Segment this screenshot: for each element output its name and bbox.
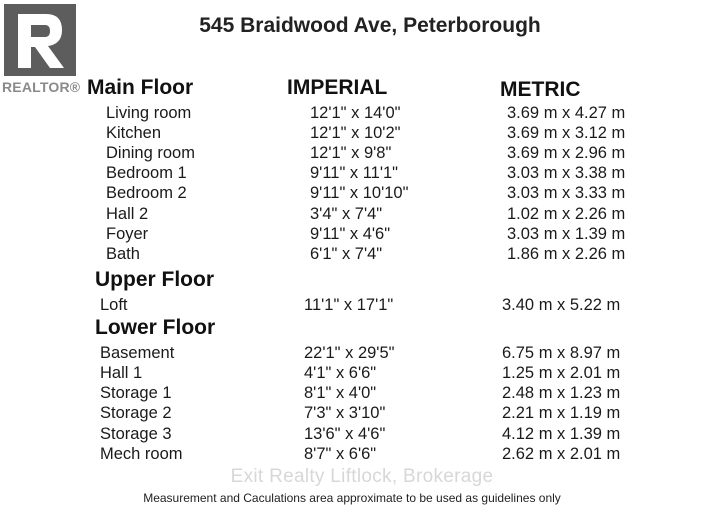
room-name: Storage 3 (100, 425, 172, 443)
room-row (0, 344, 724, 364)
room-row (0, 104, 724, 124)
room-row (0, 184, 724, 204)
room-row (0, 364, 724, 384)
room-metric-size: 1.25 m x 2.01 m (502, 364, 621, 382)
room-imperial-size: 9'11" x 4'6" (310, 225, 391, 243)
section-heading: Upper Floor (95, 268, 214, 291)
room-imperial-size: 3'4" x 7'4" (310, 205, 383, 223)
room-imperial-size: 9'11" x 10'10" (310, 184, 409, 202)
room-metric-size: 3.69 m x 2.96 m (507, 144, 626, 162)
realtor-logo-text: REALTOR® (2, 79, 81, 95)
imperial-header: IMPERIAL (287, 76, 388, 99)
room-imperial-size: 12'1" x 14'0" (310, 104, 401, 122)
room-row (0, 144, 724, 164)
room-row (0, 205, 724, 225)
room-row (0, 245, 724, 265)
room-row (0, 164, 724, 184)
room-metric-size: 4.12 m x 1.39 m (502, 425, 621, 443)
room-metric-size: 3.69 m x 4.27 m (507, 104, 626, 122)
room-metric-size: 1.02 m x 2.26 m (507, 205, 626, 223)
room-row (0, 425, 724, 445)
room-name: Dining room (106, 144, 195, 162)
room-imperial-size: 22'1" x 29'5" (304, 344, 395, 362)
metric-header: METRIC (500, 78, 581, 101)
room-imperial-size: 7'3" x 3'10" (304, 404, 386, 422)
room-row (0, 296, 724, 316)
room-imperial-size: 6'1" x 7'4" (310, 245, 383, 263)
room-name: Foyer (106, 225, 149, 243)
room-metric-size: 6.75 m x 8.97 m (502, 344, 621, 362)
room-row (0, 124, 724, 144)
room-metric-size: 3.03 m x 3.38 m (507, 164, 626, 182)
room-metric-size: 3.69 m x 3.12 m (507, 124, 626, 142)
room-metric-size: 3.03 m x 3.33 m (507, 184, 626, 202)
room-name: Mech room (100, 445, 183, 463)
page-title: 545 Braidwood Ave, Peterborough (199, 14, 541, 37)
room-row (0, 384, 724, 404)
section-heading: Lower Floor (95, 316, 216, 339)
room-metric-size: 2.62 m x 2.01 m (502, 445, 621, 463)
room-metric-size: 2.21 m x 1.19 m (502, 404, 621, 422)
room-name: Storage 2 (100, 404, 172, 422)
room-imperial-size: 9'11" x 11'1" (310, 164, 399, 182)
room-name: Hall 2 (106, 205, 149, 223)
room-row (0, 445, 724, 465)
room-imperial-size: 13'6" x 4'6" (304, 425, 386, 443)
disclaimer-footer: Measurement and Caculations area approximate to be used as guidelines only (143, 491, 561, 505)
room-name: Hall 1 (100, 364, 143, 382)
room-name: Storage 1 (100, 384, 172, 402)
room-name: Living room (106, 104, 192, 122)
room-metric-size: 1.86 m x 2.26 m (507, 245, 626, 263)
room-metric-size: 2.48 m x 1.23 m (502, 384, 621, 402)
room-name: Kitchen (106, 124, 162, 142)
room-name: Bath (106, 245, 140, 263)
room-row (0, 225, 724, 245)
room-name: Bedroom 1 (106, 164, 187, 182)
brokerage-watermark: Exit Realty Liftlock, Brokerage (230, 466, 494, 487)
room-metric-size: 3.03 m x 1.39 m (507, 225, 626, 243)
room-name: Loft (100, 296, 128, 314)
room-name: Basement (100, 344, 175, 362)
section-heading: Main Floor (87, 76, 194, 99)
room-imperial-size: 8'7" x 6'6" (304, 445, 377, 463)
room-imperial-size: 12'1" x 10'2" (310, 124, 401, 142)
room-imperial-size: 4'1" x 6'6" (304, 364, 377, 382)
room-row (0, 404, 724, 424)
room-name: Bedroom 2 (106, 184, 187, 202)
room-metric-size: 3.40 m x 5.22 m (502, 296, 621, 314)
room-imperial-size: 11'1" x 17'1" (304, 296, 394, 314)
room-imperial-size: 8'1" x 4'0" (304, 384, 377, 402)
room-imperial-size: 12'1" x 9'8" (310, 144, 392, 162)
